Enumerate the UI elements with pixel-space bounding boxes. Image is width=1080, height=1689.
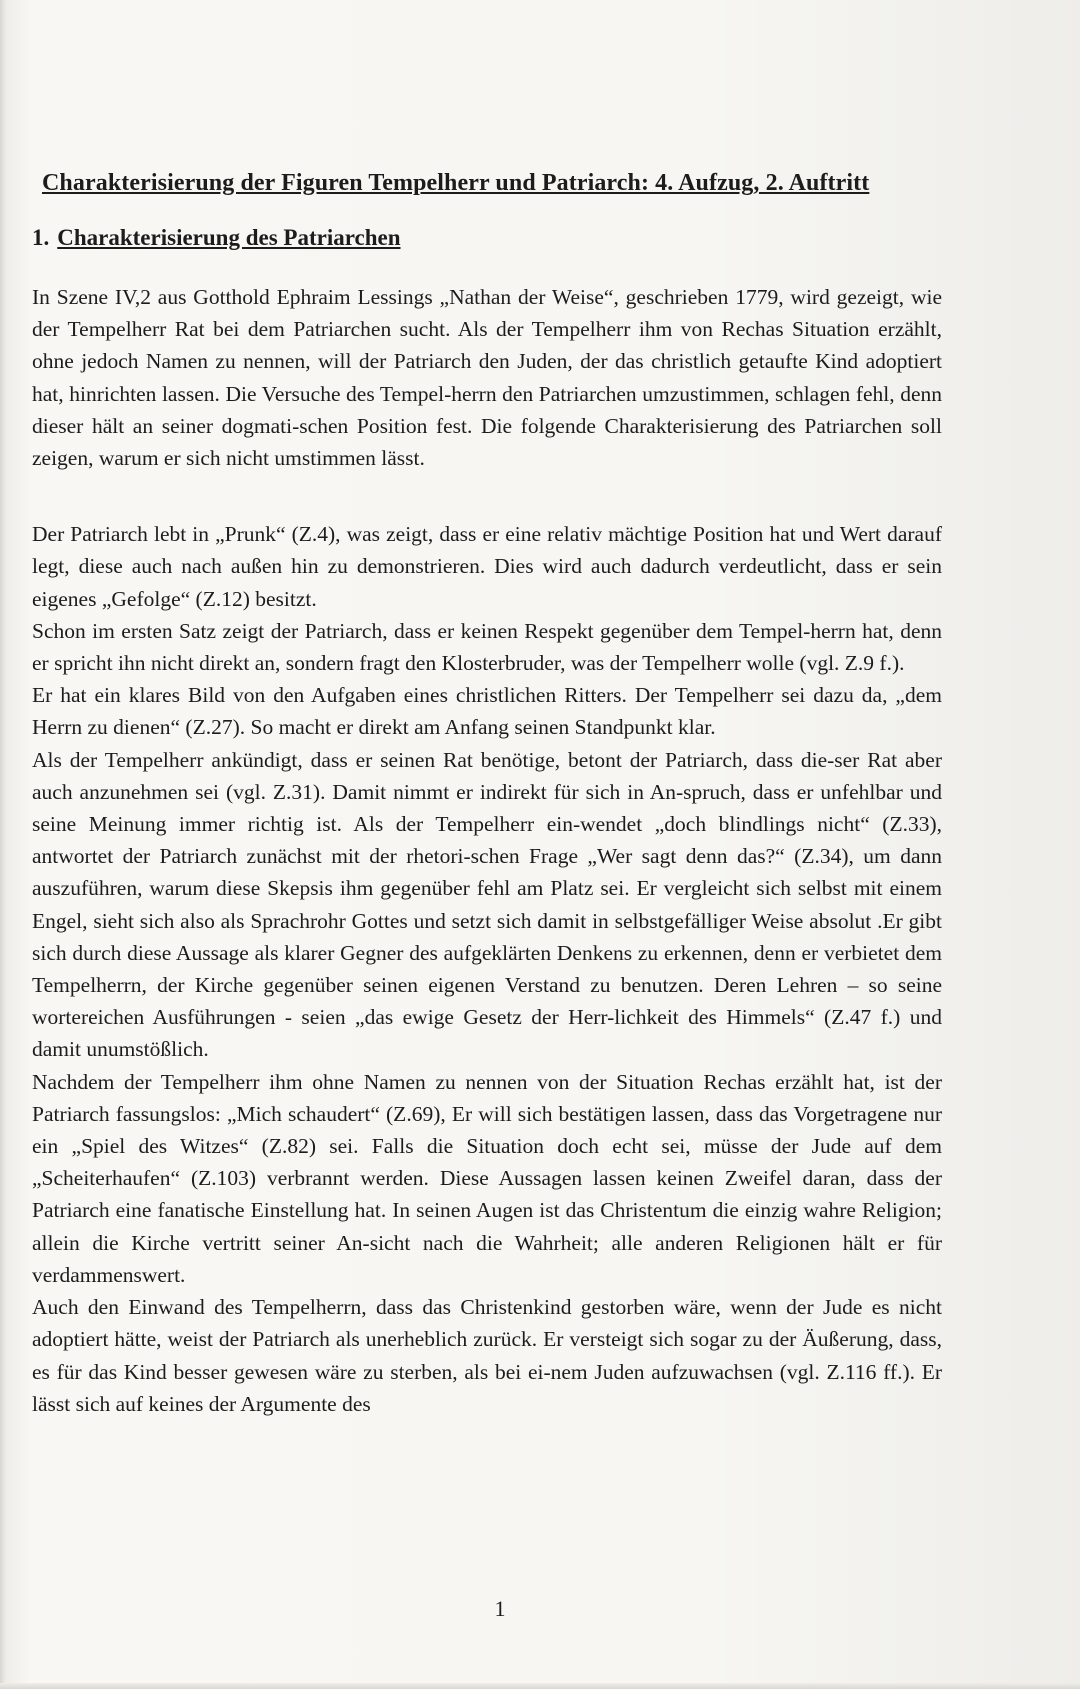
paragraph-intro: In Szene IV,2 aus Gotthold Ephraim Lessings „Nathan der Weise“, geschrieben 1779, wird gezeigt, wie der Tempelherr Rat bei dem Patriarchen sucht. Als der Tempelherr ihm von Rechas Situation erzählt, ohne jedoch Namen zu nennen, will der Patriarch den Juden, der das christlich getaufte Kind adoptiert hat, hinrichten lassen. Die Versuche des Tempel-herrn den Patriarchen umzustimmen, schlagen fehl, denn dieser hält an seiner dogmati-schen Position fest. Die folgende Charakterisierung des Patriarchen soll zeigen, warum er sich nicht umstimmen lässt.	[32, 285, 942, 471]
paragraph-respekt: Schon im ersten Satz zeigt der Patriarch, dass er keinen Respekt gegenüber dem Tempel-herrn hat, denn er spricht ihn nicht direkt an, sondern fragt den Klosterbruder, was der Tempelherr wolle (vgl. Z.9 f.).	[32, 618, 942, 676]
document-title: Charakterisierung der Figuren Tempelherr und Patriarch: 4. Aufzug, 2. Auftritt	[42, 170, 870, 196]
paragraph-recha: Nachdem der Tempelherr ihm ohne Namen zu nennen von der Situation Rechas erzählt hat, ist der Patriarch fassungslos: „Mich schaudert“ (Z.69), Er will sich bestätigen lassen, dass das Vorgetragene nur ein „Spiel des Witzes“ (Z.82) sei. Falls die Situation doch echt sei, müsse der Jude auf dem „Scheiterhaufen“ (Z.103) verbrannt werden. Diese Aussagen lassen keinen Zweifel daran, dass der Patriarch eine fanatische Einstellung hat. In seinen Augen ist das Christentum die einzig wahre Religion; allein die Kirche vertritt seiner An-sicht nach die Wahrheit; alle anderen Religionen hält er für verdammenswert.	[32, 1069, 942, 1287]
paragraph-rat: Als der Tempelherr ankündigt, dass er seinen Rat benötige, betont der Patriarch, dass die-ser Rat aber auch anzunehmen sei (vgl. Z.31). Damit nimmt er indirekt für sich in An-spruch, dass er unfehlbar und seine Meinung immer richtig ist. Als der Tempelherr ein-wendet „doch blindlings nicht“ (Z.33), antwortet der Patriarch zunächst mit der rhetori-schen Frage „Wer sagt denn das?“ (Z.34), um dann auszuführen, warum diese Skepsis ihm gegenüber fehl am Platz sei. Er vergleicht sich selbst mit einem Engel, sieht sich also als Sprachrohr Gottes und setzt sich damit in selbstgefälliger Weise absolut .Er gibt sich durch diese Aussage als klarer Gegner des aufgeklärten Denkens zu erkennen, denn er verbietet dem Tempelherrn, der Kirche gegenüber seinen eigenen Verstand zu benutzen. Deren Lehren – so seine wortereichen Ausführungen - seien „das ewige Gesetz der Herr-lichkeit des Himmels“ (Z.47 f.) und damit unumstößlich.	[32, 747, 942, 1062]
section-heading	[32, 225, 942, 251]
section-title: Charakterisierung des Patriarchen	[57, 225, 401, 250]
page-number: 1	[494, 1596, 506, 1621]
section-number: 1.	[32, 225, 50, 250]
paragraph-ritter: Er hat ein klares Bild von den Aufgaben eines christlichen Ritters. Der Tempelherr sei dazu da, „dem Herrn zu dienen“ (Z.27). So macht er direkt am Anfang seinen Standpunkt klar.	[32, 683, 942, 740]
paragraph-einwand: Auch den Einwand des Tempelherrn, dass das Christenkind gestorben wäre, wenn der Jude es nicht adoptiert hätte, weist der Patriarch als unerheblich zurück. Er versteigt sich sogar zu der Äußerung, dass, es für das Kind besser gewesen wäre zu sterben, als bei ei-nem Juden aufzuwachsen (vgl. Z.116 ff.). Er lässt sich auf keines der Argumente des	[32, 1295, 942, 1416]
document-page	[32, 170, 942, 1420]
paragraph-prunk: Der Patriarch lebt in „Prunk“ (Z.4), was zeigt, dass er eine relativ mächtige Position hat und Wert darauf legt, diese auch nach außen hin zu demonstrieren. Dies wird auch dadurch verdeutlicht, dass er sein eigenes „Gefolge“ (Z.12) besitzt.	[32, 522, 942, 611]
page-bottom-edge	[0, 1683, 1080, 1689]
